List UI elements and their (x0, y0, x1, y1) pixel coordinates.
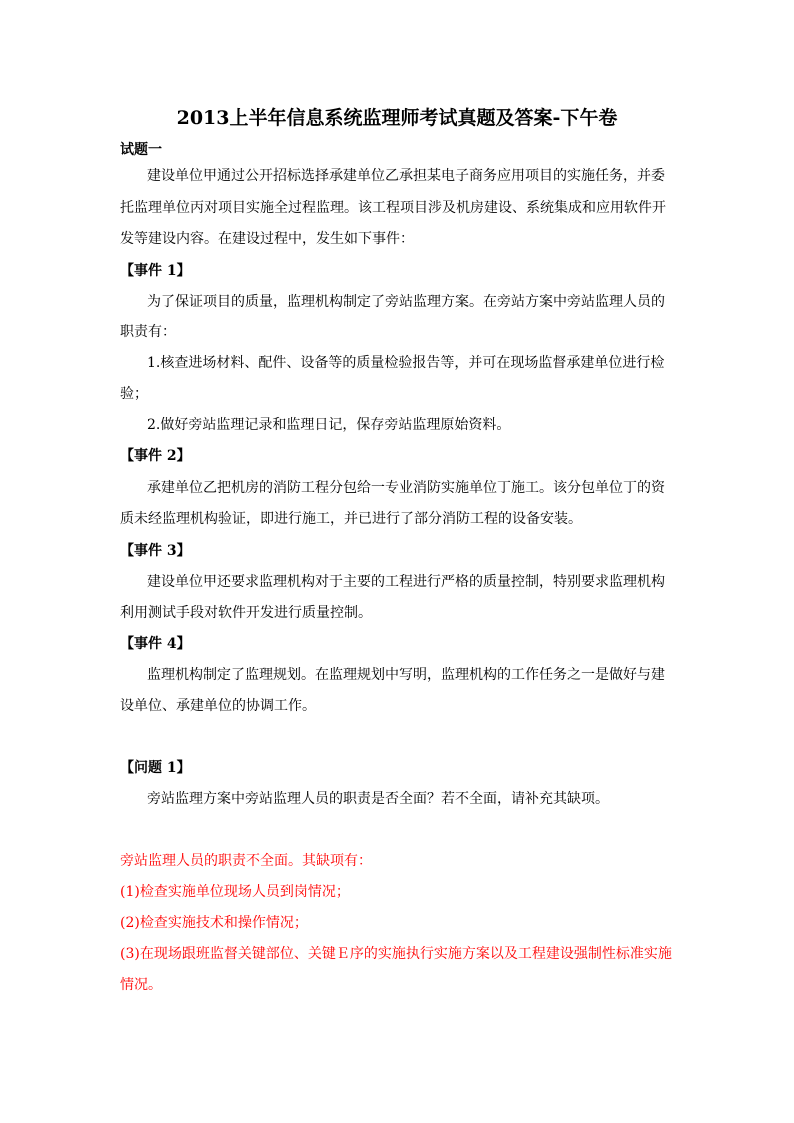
event2-line-1: 承建单位乙把机房的消防工程分包给一专业消防实施单位丁施工。该分包单位丁的资 (147, 480, 665, 496)
event3-line-2: 利用测试手段对软件开发进行质量控制。 (120, 605, 372, 621)
answer1-line-2: (1)检查实施单位现场人员到岗情况； (120, 884, 350, 900)
event4-label: 【事件 4】 (120, 636, 191, 652)
event4-line-1: 监理机构制定了监理规划。在监理规划中写明，监理机构的工作任务之一是做好与建 (147, 667, 665, 683)
answer1-line-3: (2)检查实施技术和操作情况； (120, 915, 308, 931)
event1-label: 【事件 1】 (120, 263, 191, 279)
intro-line-2: 托监理单位丙对项目实施全过程监理。该工程项目涉及机房建设、系统集成和应用软件开 (120, 200, 666, 216)
intro-line-3: 发等建设内容。在建设过程中，发生如下事件： (120, 231, 414, 247)
document-title: 2013上半年信息系统监理师考试真题及答案-下午卷 (176, 107, 618, 129)
event1-line-4: 验； (120, 386, 148, 402)
answer1-line-4: (3)在现场跟班监督关键部位、关键Ｅ序的实施执行实施方案以及工程建设强制性标准实施 (120, 946, 672, 962)
event3-line-1: 建设单位甲还要求监理机构对于主要的工程进行严格的质量控制，特别要求监理机构 (147, 574, 665, 590)
event4-line-2: 设单位、承建单位的协调工作。 (120, 698, 316, 714)
intro-line-1: 建设单位甲通过公开招标选择承建单位乙承担某电子商务应用项目的实施任务，并委 (147, 168, 665, 184)
section-heading: 试题一 (120, 142, 162, 158)
question1-label: 【问题 1】 (120, 760, 191, 776)
question1-text: 旁站监理方案中旁站监理人员的职责是否全面？若不全面，请补充其缺项。 (147, 791, 609, 807)
answer1-line-1: 旁站监理人员的职责不全面。其缺项有： (120, 853, 372, 869)
event2-label: 【事件 2】 (120, 448, 191, 464)
event1-line-3: 1.核查进场材料、配件、设备等的质量检验报告等，并可在现场监督承建单位进行检 (147, 355, 665, 371)
event1-line-5: 2.做好旁站监理记录和监理日记，保存旁站监理原始资料。 (147, 417, 511, 433)
event2-line-2: 质未经监理机构验证，即进行施工，并已进行了部分消防工程的设备安装。 (120, 511, 582, 527)
event3-label: 【事件 3】 (120, 543, 191, 559)
answer1-line-5: 情况。 (120, 977, 162, 993)
event1-line-2: 职责有： (120, 324, 176, 340)
event1-line-1: 为了保证项目的质量，监理机构制定了旁站监理方案。在旁站方案中旁站监理人员的 (147, 294, 665, 310)
